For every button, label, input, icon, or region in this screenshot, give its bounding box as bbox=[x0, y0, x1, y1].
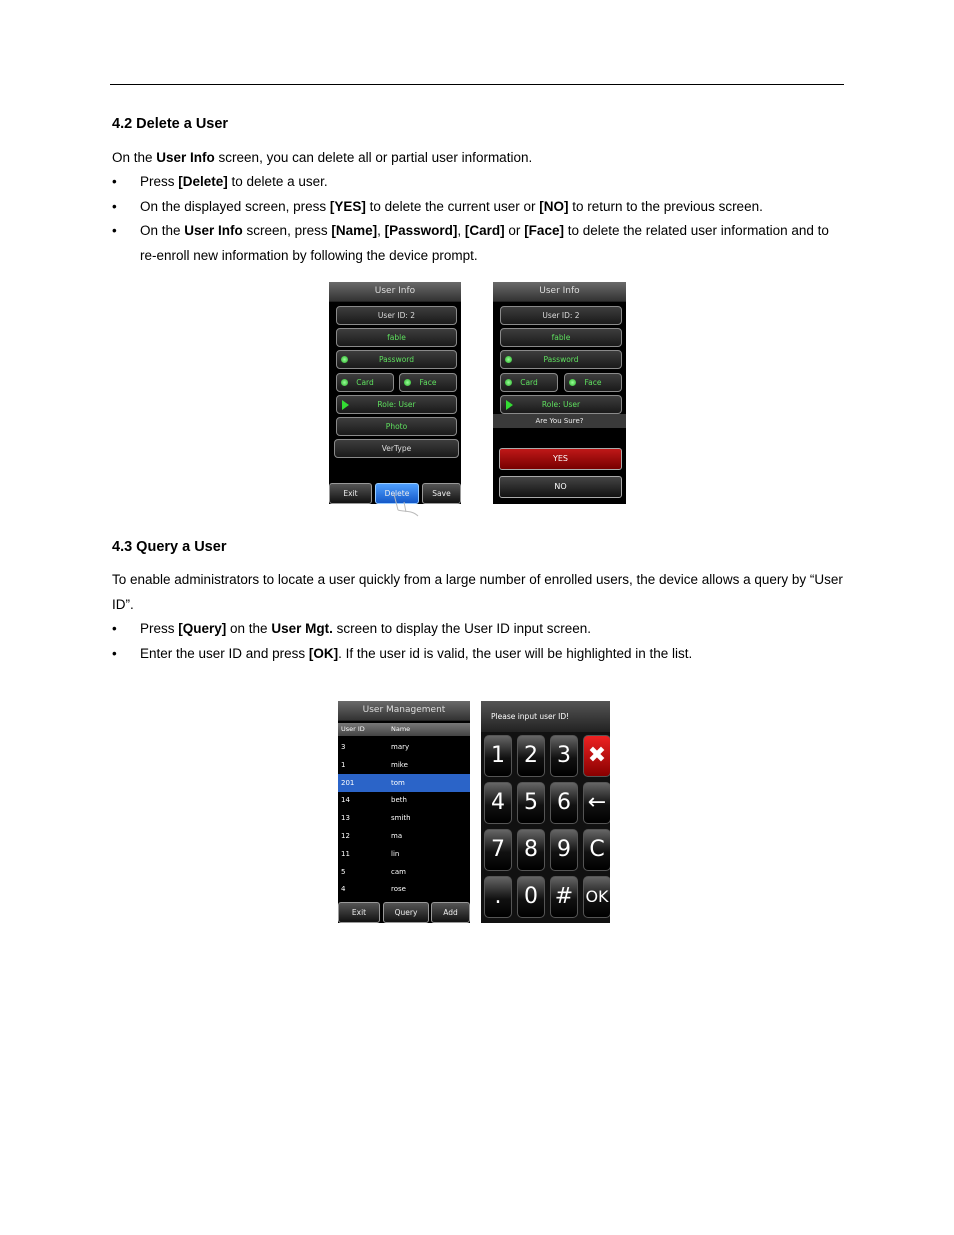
cancel-key[interactable]: ✖ bbox=[583, 735, 610, 777]
play-arrow-icon bbox=[506, 400, 513, 410]
user-id-cell: 1 bbox=[341, 760, 346, 769]
list-item[interactable] bbox=[338, 863, 470, 881]
list-item[interactable] bbox=[338, 774, 470, 792]
section-heading-delete-user: 4.2 Delete a User bbox=[112, 116, 229, 132]
delete-intro-paragraph: On the User Info screen, you can delete all or partial user information. bbox=[112, 150, 533, 165]
user-id-cell: 12 bbox=[341, 832, 350, 840]
query-button[interactable]: Query bbox=[383, 902, 429, 923]
status-led-icon bbox=[505, 356, 512, 363]
clear-key[interactable]: C bbox=[583, 829, 610, 871]
face-field[interactable]: Face bbox=[399, 373, 457, 392]
key-6[interactable]: 6 bbox=[550, 782, 578, 824]
hash-key[interactable]: # bbox=[550, 876, 578, 918]
list-item[interactable] bbox=[338, 880, 470, 898]
header-rule bbox=[110, 84, 844, 85]
status-led-icon bbox=[341, 379, 348, 386]
user-management-screen bbox=[338, 701, 470, 923]
exit-button[interactable]: Exit bbox=[338, 902, 380, 923]
list-item[interactable] bbox=[338, 756, 470, 774]
dot-key[interactable]: . bbox=[484, 876, 512, 918]
key-1[interactable]: 1 bbox=[484, 735, 512, 777]
key-7[interactable]: 7 bbox=[484, 829, 512, 871]
screen-title: User Info bbox=[493, 282, 626, 302]
bullet-enter-user-id: • Enter the user ID and press [OK]. If the user id is valid, the user will be highlighted in the list. bbox=[112, 646, 693, 661]
column-name: Name bbox=[391, 725, 411, 733]
role-field: Role: User bbox=[500, 395, 622, 414]
list-header bbox=[338, 723, 470, 736]
list-item[interactable] bbox=[338, 809, 470, 827]
user-name-cell: smith bbox=[391, 814, 411, 823]
user-id-field[interactable]: User ID: 2 bbox=[336, 306, 457, 325]
list-item[interactable] bbox=[338, 827, 470, 845]
password-field: Password bbox=[500, 350, 622, 369]
backspace-key[interactable]: ← bbox=[583, 782, 610, 824]
section-heading-query-user: 4.3 Query a User bbox=[112, 539, 227, 555]
key-5[interactable]: 5 bbox=[517, 782, 545, 824]
name-field[interactable]: fable bbox=[336, 328, 457, 347]
vertype-field[interactable]: VerType bbox=[334, 439, 459, 458]
user-info-screen bbox=[329, 282, 461, 504]
list-item[interactable] bbox=[338, 845, 470, 863]
key-3[interactable]: 3 bbox=[550, 735, 578, 777]
user-id-cell: 13 bbox=[341, 814, 350, 823]
user-id-cell: 4 bbox=[341, 885, 346, 894]
status-led-icon bbox=[341, 356, 348, 363]
password-field[interactable]: Password bbox=[336, 350, 457, 369]
no-button[interactable]: NO bbox=[499, 476, 622, 498]
card-field: Card bbox=[500, 373, 558, 392]
user-name-cell: lin bbox=[391, 849, 400, 858]
bullet-press-delete: • Press [Delete] to delete a user. bbox=[112, 174, 328, 189]
confirm-prompt: Are You Sure? bbox=[493, 414, 626, 428]
user-name-cell: beth bbox=[391, 796, 407, 805]
key-2[interactable]: 2 bbox=[517, 735, 545, 777]
status-led-icon bbox=[404, 379, 411, 386]
user-id-field: User ID: 2 bbox=[500, 306, 622, 325]
user-id-cell: 5 bbox=[341, 867, 346, 876]
key-8[interactable]: 8 bbox=[517, 829, 545, 871]
screen-title: User Management bbox=[338, 701, 470, 721]
ok-key[interactable]: OK bbox=[583, 876, 610, 918]
role-field[interactable]: Role: User bbox=[336, 395, 457, 414]
status-led-icon bbox=[505, 379, 512, 386]
list-item[interactable] bbox=[338, 738, 470, 756]
user-id-cell: 201 bbox=[341, 778, 355, 787]
input-prompt: Please input user ID! bbox=[481, 701, 610, 732]
screen-title: User Info bbox=[329, 282, 461, 302]
user-id-input-screen bbox=[481, 701, 610, 923]
query-intro-paragraph: To enable administrators to locate a user quickly from a large number of enrolled users, the device allows a query by “User ID”. bbox=[112, 572, 843, 612]
list-item[interactable] bbox=[338, 791, 470, 809]
bullet-yes-no: • On the displayed screen, press [YES] to delete the current user or [NO] to return to the previous screen. bbox=[112, 199, 763, 214]
delete-button[interactable]: Delete bbox=[375, 483, 419, 504]
key-4[interactable]: 4 bbox=[484, 782, 512, 824]
user-name-cell: cam bbox=[391, 867, 406, 876]
user-name-cell: mike bbox=[391, 760, 408, 769]
user-id-cell: 11 bbox=[341, 849, 350, 858]
user-name-cell: tom bbox=[391, 778, 405, 787]
bullet-press-query: • Press [Query] on the User Mgt. screen to display the User ID input screen. bbox=[112, 621, 591, 636]
status-led-icon bbox=[569, 379, 576, 386]
column-user-id: User ID bbox=[341, 725, 365, 733]
name-field: fable bbox=[500, 328, 622, 347]
user-name-cell: rose bbox=[391, 885, 406, 894]
user-id-cell: 14 bbox=[341, 796, 350, 805]
photo-field[interactable]: Photo bbox=[336, 417, 457, 436]
user-id-cell: 3 bbox=[341, 743, 346, 751]
add-button[interactable]: Add bbox=[431, 902, 470, 923]
play-arrow-icon bbox=[342, 400, 349, 410]
bullet-reenroll: • On the User Info screen, press [Name], [Password], [Card] or [Face] to delete the related user information and to re-enroll new information by following the device prompt. bbox=[112, 223, 829, 263]
pointing-hand-icon bbox=[390, 490, 424, 520]
delete-confirm-screen bbox=[493, 282, 626, 504]
key-0[interactable]: 0 bbox=[517, 876, 545, 918]
user-name-cell: ma bbox=[391, 832, 403, 840]
face-field: Face bbox=[564, 373, 622, 392]
save-button[interactable]: Save bbox=[422, 483, 461, 504]
key-9[interactable]: 9 bbox=[550, 829, 578, 871]
user-name-cell: mary bbox=[391, 743, 410, 751]
card-field[interactable]: Card bbox=[336, 373, 394, 392]
yes-button[interactable]: YES bbox=[499, 448, 622, 470]
exit-button[interactable]: Exit bbox=[329, 483, 372, 504]
